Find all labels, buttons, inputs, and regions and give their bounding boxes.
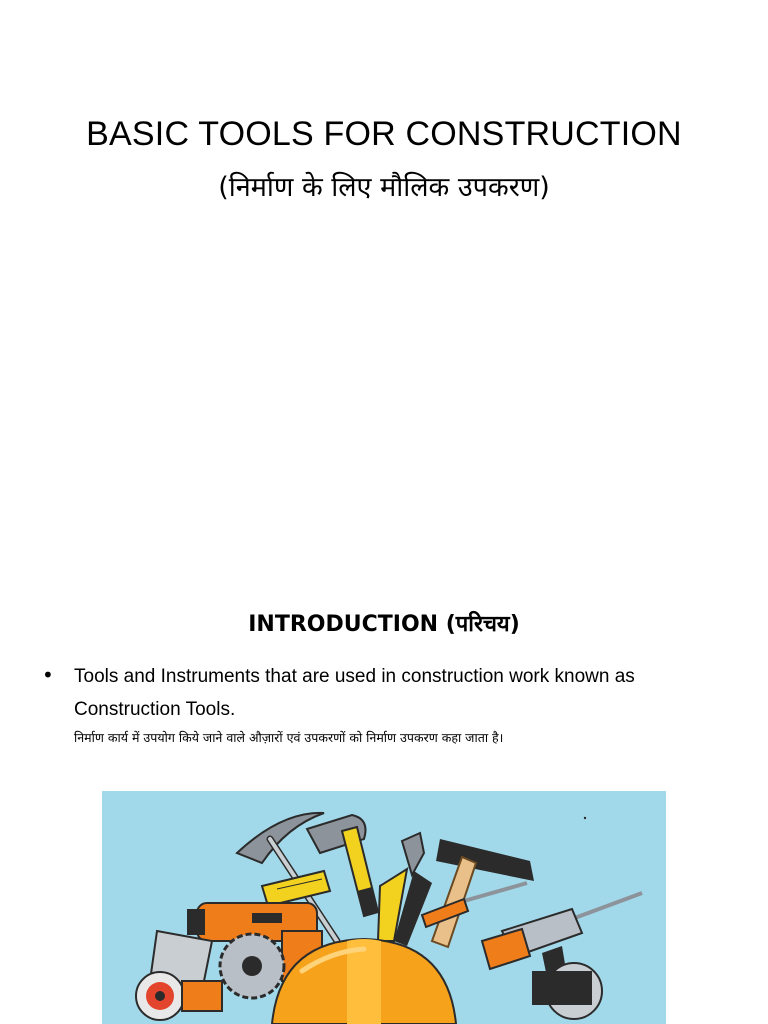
bullet-text: Tools and Instruments that are used in construction work known as Construction Tools. <box>74 666 635 720</box>
hammer-icon <box>307 815 378 916</box>
slide-title: BASIC TOOLS FOR CONSTRUCTION <box>86 115 682 153</box>
gear-icon <box>220 934 284 998</box>
slide-subtitle-hindi: (निर्माण के लिए मौलिक उपकरण) <box>218 172 550 203</box>
bullet-icon: • <box>42 663 54 687</box>
pliers-icon <box>378 833 432 946</box>
construction-tools-illustration <box>102 791 666 1024</box>
circular-saw-icon <box>532 963 602 1019</box>
screwdriver-icon <box>422 883 527 927</box>
dot-mark <box>584 817 586 819</box>
section-heading: INTRODUCTION (परिचय) <box>248 612 520 637</box>
hindi-translation: निर्माण कार्य में उपयोग किये जाने वाले औज़ारों एवं उपकरणों को निर्माण उपकरण कहा जाता है। <box>74 730 504 745</box>
